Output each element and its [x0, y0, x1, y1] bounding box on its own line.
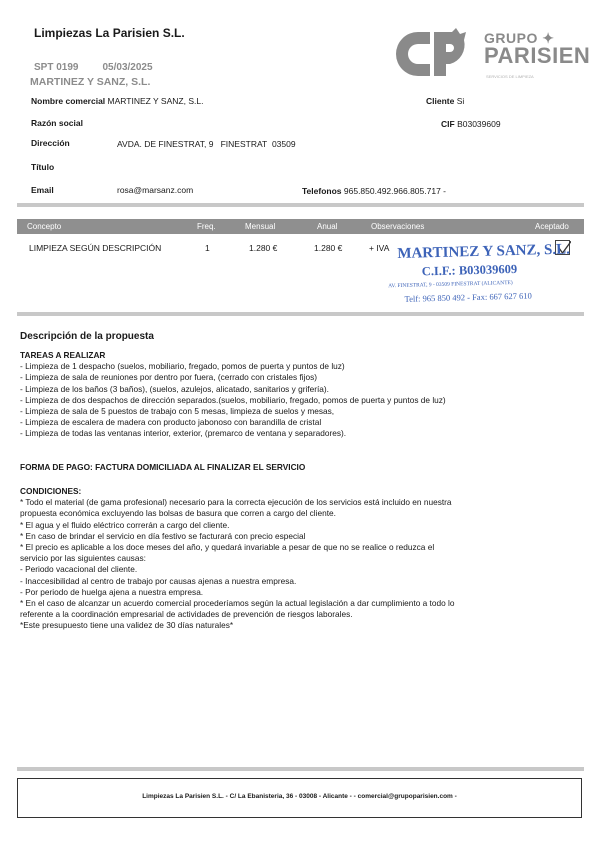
tasks-heading: TAREAS A REALIZAR: [20, 350, 106, 360]
address-street: AVDA. DE FINESTRAT, 9: [117, 139, 214, 149]
field-label: Cliente: [426, 96, 455, 106]
payment-terms: FORMA DE PAGO: FACTURA DOMICILIADA AL FINALIZAR EL SERVICIO: [20, 462, 306, 472]
footer: [17, 778, 582, 818]
condition-line: servicio por las siguientes causas:: [20, 553, 146, 564]
document-reference: [34, 62, 153, 73]
condition-line: referente a la coordinación empresarial de actividades de prevención de riesgos laborales.: [20, 609, 353, 620]
column-header-observaciones: Observaciones: [371, 222, 425, 231]
field-value: Si: [456, 96, 465, 106]
stamp-phone: Telf: 965 850 492 - Fax: 667 627 610: [404, 290, 532, 304]
field-label: Dirección: [31, 138, 70, 148]
cell-observaciones: + IVA: [369, 243, 390, 253]
condition-line: * En caso de brindar el servicio en día festivo se facturará con precio especial: [20, 530, 306, 541]
field-label: Telefonos: [302, 186, 342, 196]
condition-line: * En el caso de alcanzar un acuerdo comercial procederíamos según la actual legislación a dar cumplimiento a todo lo: [20, 598, 455, 609]
company-logo: [390, 28, 591, 84]
field-label: CIF: [441, 119, 455, 129]
task-item: - Limpieza de sala de 5 puestos de trabajo con 5 mesas, limpieza de suelos y mesas,: [20, 406, 335, 417]
condition-line: propuesta económica excluyendo las bolsas de basura que corren a cargo del cliente.: [20, 508, 336, 519]
field-email-value: [117, 185, 193, 195]
section-divider: [17, 312, 584, 316]
field-direccion-value: [117, 139, 296, 149]
field-value: B03039609: [457, 119, 501, 129]
field-value: 965.850.492.966.805.717 -: [343, 186, 446, 196]
client-heading: MARTINEZ Y SANZ, S.L.: [30, 76, 151, 88]
company-stamp: [387, 241, 571, 315]
column-header-freq: Freq.: [197, 222, 216, 231]
stamp-cif: C.I.F.: B03039609: [421, 261, 518, 279]
field-label: Email: [31, 185, 54, 195]
condition-line: - Periodo vacacional del cliente.: [20, 564, 138, 575]
conditions-heading: CONDICIONES:: [20, 486, 82, 496]
field-cif: [441, 119, 501, 129]
field-titulo: [31, 162, 54, 172]
field-label: Nombre comercial: [31, 96, 106, 106]
task-item: - Limpieza de sala de reuniones por dentro por fuera, (cerrado con cristales fijos): [20, 372, 317, 383]
column-header-aceptado: Aceptado: [535, 222, 569, 231]
tasks-block: [20, 350, 446, 440]
column-header-concepto: Concepto: [27, 222, 62, 231]
stamp-name: MARTINEZ Y SANZ, S.L.: [397, 241, 571, 263]
address-zip: 03509: [271, 139, 296, 149]
field-telefonos: [302, 186, 446, 196]
logo-text-grupo: GRUPO ✦: [484, 30, 555, 46]
cell-concepto: LIMPIEZA SEGÚN DESCRIPCIÓN: [29, 243, 162, 253]
email-value: rosa@marsanz.com: [117, 185, 194, 195]
field-label: Título: [31, 162, 55, 172]
field-nombre-comercial: [31, 96, 203, 106]
footer-divider: [17, 767, 584, 771]
conditions-block: [20, 486, 454, 632]
task-item: - Limpieza de escalera de madera con producto jabonoso con barandilla de cristal: [20, 417, 322, 428]
field-direccion: [31, 138, 70, 148]
condition-line: * Todo el material (de gama profesional) necesario para la correcta ejecución de los servicios está incluido en nuestra: [20, 497, 452, 508]
logo-text-parisien: PARISIEN: [484, 43, 591, 68]
table-header: [17, 219, 584, 234]
field-value: MARTINEZ Y SANZ, S.L.: [107, 96, 204, 106]
condition-line: - Por periodo de huelga ajena a nuestra empresa.: [20, 586, 204, 597]
document-date: 05/03/2025: [102, 62, 153, 73]
field-cliente: [426, 96, 464, 106]
cell-anual: 1.280 €: [314, 243, 343, 253]
stamp-address: AV. FINESTRAT, 9 - 03509 FINESTRAT (ALICANTE): [388, 280, 513, 290]
logo-tagline: SERVICIOS DE LIMPIEZA: [486, 74, 534, 79]
field-label: Razón social: [31, 118, 83, 128]
condition-line: - Inaccesibilidad al centro de trabajo por causas ajenas a nuestra empresa.: [20, 575, 297, 586]
footer-text: Limpiezas La Parisien S.L. - C/ La Ebanisteria, 36 - 03008 - Alicante - - comercial@grupoparisien.com -: [142, 793, 457, 800]
task-item: - Limpieza de los baños (3 baños), (suelos, azulejos, alicatado, sanitarios y grifería).: [20, 383, 329, 394]
document-number: SPT 0199: [34, 62, 79, 73]
section-divider: [17, 203, 584, 207]
logo-mark-icon: [390, 28, 480, 80]
cell-freq: 1: [205, 243, 210, 253]
task-item: - Limpieza de todas las ventanas interior, exterior, (premarco de ventana y separadores).: [20, 428, 347, 439]
column-header-mensual: Mensual: [245, 222, 276, 231]
condition-line: * El precio es aplicable a los doce meses del año, y quedará invariable a pesar de que no se realice o reduzca el: [20, 542, 435, 553]
company-name: Limpiezas La Parisien S.L.: [34, 26, 185, 40]
field-razon-social: [31, 118, 83, 128]
cell-mensual: 1.280 €: [249, 243, 278, 253]
task-item: - Limpieza de 1 despacho (suelos, mobiliario, fregado, pomos de puerta y puntos de luz): [20, 361, 345, 372]
field-email-label: [31, 185, 54, 195]
condition-line: * El agua y el fluido eléctrico correrán a cargo del cliente.: [20, 519, 230, 530]
condition-line: *Este presupuesto tiene una validez de 30 días naturales*: [20, 620, 234, 631]
task-item: - Limpieza de dos despachos de dirección separados.(suelos, mobiliario, fregado, pomos de puerta y puntos de luz): [20, 394, 446, 405]
address-city: FINESTRAT: [220, 139, 268, 149]
proposal-title: Descripción de la propuesta: [20, 331, 154, 342]
column-header-anual: Anual: [317, 222, 338, 231]
